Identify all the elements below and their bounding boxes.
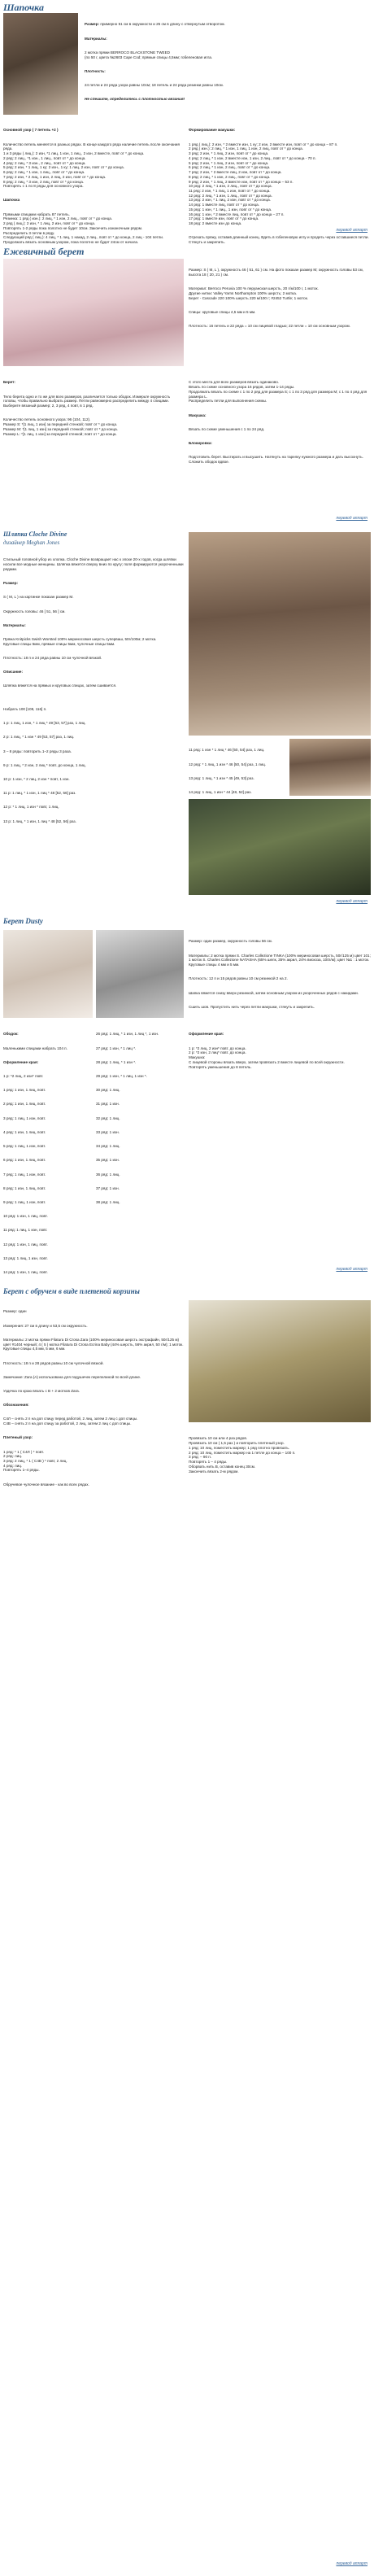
dusty-photo-2	[96, 930, 184, 1018]
section-title: Берет с обручем в виде плетеной корзины	[3, 1287, 140, 1295]
hat-pattern	[3, 119, 184, 244]
row-text: 10 р: 1 изн, * 2 лиц, 2 изн * повт, 1 изн.	[3, 776, 70, 781]
dusty-photo-1	[3, 930, 93, 1018]
intro-text: Шапка вяжется снизу вверх резинкой, затем основным узором из укороченных рядов с накидами.	[189, 990, 359, 995]
dusty-rows-left	[3, 1023, 94, 1281]
braid-text: 1 ряд: * 1 ( С4Л ) * повт. 2 ряд: лиц. 3 ряд: 2 лиц, * 1 ( С4В ) * повт, 2 лиц. 4 ряд: лиц. Повторять 1–4 ряды.	[3, 1449, 67, 1473]
cloche-photo-main	[189, 532, 371, 736]
row-text: 9 ряд: 1 лиц, 1 изн, повт.	[3, 1199, 46, 1204]
row-text: 9 р: 1 лиц, * 2 изн, 2 лиц * повт. до конца, 1 лиц.	[3, 762, 86, 767]
size-label: Размер:	[3, 581, 19, 586]
row-text: Ободок:	[3, 1032, 19, 1037]
row-text: 11 р: 1 лиц, * 1 изн, 1 лиц * 48 [52, 56] раз.	[3, 791, 76, 796]
section-title: Берет Dusty	[3, 917, 43, 925]
row-text: 12 ряд: 1 изн, 1 лиц, повт.	[3, 1242, 48, 1247]
row-text: 29 ряд: 1 изн, * 1 лиц, 1 изн *.	[96, 1074, 147, 1079]
circumference-text: Измерения: 27 см в длину и 53,5 см окружность.	[3, 1323, 88, 1328]
needles-text: Спицы: круговые спицы 4,5 мм и 5 мм.	[189, 310, 256, 315]
row-text: 28 ряд: 1 лиц, * 1 изн *.	[96, 1059, 137, 1064]
row-text: 2 ряд: 1 изн, 1 лиц, повт.	[3, 1102, 46, 1107]
row-text: Набрать 100 [108, 116] п.	[3, 706, 47, 711]
beret-header	[189, 259, 371, 338]
beret-body-right	[189, 371, 371, 474]
row-text: 6 ряд: 1 изн, 1 лиц, повт.	[3, 1158, 46, 1163]
section-basket-beret	[0, 1286, 374, 2576]
right-text: 1 р: *2 лиц, 2 изн* повт. до конца. 2 р: *2 изн, 2 лиц* повт. до конца. Макушка: С лицевой стороны вязать вверх, затем провязать 2 вместе лицевой по всей окружности. Повторять уменьшения до 8 петель.	[189, 1046, 345, 1069]
translation-link[interactable]: перевод апларт	[336, 1267, 367, 1272]
hat-crown	[189, 119, 371, 244]
row-text: 11 ряд: 1 лиц, 1 изн, повт.	[3, 1228, 48, 1233]
beret-photo	[3, 259, 184, 366]
size-text: Размер: один	[3, 1309, 27, 1314]
size-text: Размер: один размер, окружность головы 56 см.	[189, 939, 272, 944]
density-label: Плотность:	[85, 68, 106, 73]
row-text: 12 р: * 1 лиц, 1 изн * повт, 1 лиц.	[3, 805, 59, 810]
row-text: 32 ряд: 1 лиц.	[96, 1116, 120, 1120]
basket-right	[189, 1427, 371, 1483]
row-text: 27 ряд: 1 изн, * 1 лиц *.	[96, 1046, 137, 1050]
block-label: Блокировка:	[189, 441, 212, 446]
dusty-right	[189, 1023, 371, 1079]
materials-label: Материалы:	[85, 36, 107, 41]
translation-link[interactable]: перевод апларт	[336, 516, 367, 521]
crown-text: Вязать по схеме уменьшения с 1 по 24 ряд.	[189, 426, 265, 431]
size-text: S ( M, L ) на картинке показан размер M.	[3, 595, 74, 600]
row-text: 12 ряд: * 1 лиц, 1 изн * 46 [50, 54] раз, 1 лиц.	[189, 762, 267, 766]
section-author: дизайнер Meghan Jones	[3, 539, 60, 546]
notes-label: Берет:	[3, 380, 15, 385]
materials-label: Материалы:	[3, 622, 26, 627]
row-text: 3 ряд: 1 лиц, 1 изн, повт.	[3, 1116, 46, 1120]
row-text: 14 ряд: 1 лиц, 1 изн * 44 [48, 52] раз.	[189, 790, 252, 795]
section-title: Ежевичный берет	[3, 246, 85, 257]
finish-text: Отрезать пряжу, оставив длинный конец. Вдеть в гобеленовую иглу и продеть через оставшиеся петли. Стянуть и закрепить.	[189, 235, 371, 244]
abbr-label: Обозначения:	[3, 1403, 29, 1408]
finish-text: Сшить шов. Пропустить нить через петли макушки, стянуть и закрепить.	[189, 1004, 315, 1009]
materials-text: Материалы: 2 мотка пряжи S. Charles Collezione TINKA (100% мериносовая шерсть, 50г/125 м) цвет 101; 1 моток S. Charles Collezione NATASHA (65% шелк, 35% акрил, 24% вискоза, 100г/м); цвет №1 : 1 моток. Круговые спицы 4 мм и 5 мм.	[189, 953, 372, 967]
row-text: 4 ряд: 1 изн, 1 лиц, повт.	[3, 1129, 46, 1134]
section-title: Шляпка Cloche Divine	[3, 530, 67, 538]
section-dusty-beret	[0, 915, 374, 1281]
hat-header	[85, 13, 371, 111]
row-text: 34 ряд: 1 лиц.	[96, 1144, 120, 1149]
block-text: Подготовить берет. Выстирать и высушить. Натянуть на тарелку нужного размера и дать высохнуть. Сложить ободок вдвое.	[189, 455, 365, 464]
row-text: 1 р: 1 лиц, 1 изн, * 1 лиц * 49 [53, 57] раз, 1 лиц.	[3, 721, 86, 726]
circumference-text: Окружность головы: 46 [ 51, 56 ] см.	[3, 609, 66, 613]
row-text: Маленькими спицами набрать 104 п.	[3, 1046, 67, 1050]
notes-text: Тело берета одно и то же для всех размеров, различается только ободок. Измерьте окружность головы, чтобы правильно выбрать размер. Петли равномерно распределить между 4 спицами. Выберите вязаный размер; 2, 3 ряд, 4 повт, в 1 ряд.	[3, 394, 171, 408]
translation-link[interactable]: перевод апларт	[336, 228, 367, 233]
row-text: 7 ряд: 1 лиц, 1 изн, повт.	[3, 1172, 46, 1177]
size-text: примерно 51 см в окружности и 25 см в длину с отвернутым отворотом.	[100, 22, 225, 27]
cloche-rows-left	[3, 698, 184, 833]
density-text: Плотность: 18 п и 28 рядов равны 10 см чулочной вязкой.	[3, 1360, 104, 1365]
row-text: 10 ряд: 1 изн, 1 лиц, повт.	[3, 1214, 48, 1219]
materials-text: Материалы: 2 мотка пряжи Filatura Di Crosa Zara (100% мериносовая шерсть экстрафайн, 50г/125 м) цвет #1404 черный; 4 ( 5 ) мотка Filatura Di Crosa Ecrina Baby (44% шерсть, 56% акрил, 50 г/м); 1 моток. Круговые спицы 4,5 мм, 5 мм, 6 мм.	[3, 1337, 184, 1351]
hat-text: Прямыми спицами набрать 87 петель. Резинка: 1 ряд ( изн.): 2 лиц, * 1 изн, 2 лиц., повт от * до конца. 2 ряд ( лиц.): 2 изн, * 1 лиц, 2 изн, повт от * до конца. Повторять 1-2 ряды пока полотно не будет 10см. Закончить изнаночным рядом. Распределить 3 петли в ряду. Следующий ряд ( лиц.): 4 лиц, * 1 лиц, 1 накид, 2 лиц., повт от * до конца, 2 лиц - 104 петли. Продолжать вязать основным узором, пока полотно не будет 24см от начала.	[3, 212, 164, 244]
right-label: Оформление края:	[189, 1032, 224, 1037]
row-text: 2 р: 1 лиц, * 1 изн * 49 [53, 57] раз, 1 лиц.	[3, 735, 75, 740]
section-blackberry-beret	[0, 244, 374, 529]
dusty-rows-mid	[96, 1023, 185, 1214]
note2-text: Уздечка по краю вязать с В + 2 мотков Zara.	[3, 1388, 80, 1393]
dusty-header	[189, 930, 371, 1019]
right-text: Провязать 10 см или 4 раз рядов. Провязать 10 см ( 1,5 раз ) и повторить плетеный узор. 1 ряд: 10 лиц, поместить маркер; 1 ряд плотно провязать. 2 ряд: 10 лиц, поместить маркер на 1 петле до конца – 100 п. 3 ряд: – 90 п. Повторять 1 – 4 ряды. Оборвать нить В, оставив конец 30см. Закончить вязать 2-м рядом.	[189, 1436, 296, 1474]
row-text: 37 ряд: 1 изн.	[96, 1185, 120, 1190]
crown-label: Макушка:	[189, 413, 207, 417]
cloche-photo-bottom	[189, 799, 371, 895]
row-text: 1 р: *2 лиц, 2 изн* повт.	[3, 1074, 44, 1079]
basket-left	[3, 1300, 184, 1496]
braid-label: Плетеный узор:	[3, 1435, 33, 1440]
note-text: Замечание: Zara (A) использована для подушечек перепелиной по всей длине.	[3, 1374, 141, 1379]
cloche-photo-side	[289, 739, 371, 796]
row-text: 13 р: 1 лиц, * 1 изн, 1 лиц * 48 [52, 56] раз.	[3, 819, 76, 823]
abbr-text: С4Л – снять 2 п на доп спицу перед работой, 2 лиц, затем 2 лиц с доп спицы. С4В – снять 2 п на доп спицу за работой, 2 лиц, затем 2 лиц с доп спицы.	[3, 1417, 138, 1426]
beret-body-left	[3, 371, 184, 446]
translation-link[interactable]: перевод апларт	[336, 899, 367, 904]
intro-text: Стильный головной убор из хлопка. Cloche Divine возвращает нас к эпохе 20-х годов, когда шляпки носили все модные женщины. Шляпка вяжется сверху вниз по кругу; поля формируются укороченными рядами.	[3, 557, 185, 571]
row-text: 35 ряд: 1 изн.	[96, 1158, 120, 1163]
cloche-left	[3, 548, 184, 842]
row-text: 26 ряд: 1 лиц, * 1 изн, 1 лиц *, 1 изн.	[96, 1032, 159, 1037]
row-text: 13 ряд: 1 лиц, * 1 изн * 45 [49, 53] раз.	[189, 775, 254, 780]
basket-photo	[189, 1300, 371, 1422]
density-text: Плотность: 18 п и 24 ряда равны 10 см чулочной вязкой.	[3, 655, 102, 660]
desc-text: Шляпка вяжется на прямых и круговых спицах, затем сшивается.	[3, 683, 117, 688]
crown-label: Формирование макушки:	[189, 128, 236, 133]
section-title: Шапочка	[3, 2, 44, 13]
right-text: С этого места для всех размеров вязать одинаково. Вязать по схеме основного узора 16 рядов, затем 1-14 ряды. Продолжать вязать по схеме с 1 по 2 ряд для размера S; с 1 по 3 ряд для размера M; с 1 по 4 ряд для размера L. Распределить петли для выполнения схемы.	[189, 380, 367, 404]
beret-text: Количество петель основного узора: 96 (104, 112). Размер S: *[1 лиц, 1 изн] за передней стенкой; повт от * до конца. Размер M: *[1 лиц, 1 изн] за передней стенкой; повт от * до конца. Размер L: *[1 лиц, 1 изн] за передней стенкой; повт от * до конца.	[3, 417, 118, 436]
density-text: Плотность: 16 петель и 22 ряда = 10 см лицевой гладью; 22 петли = 10 см основным узором.	[189, 324, 350, 329]
desc-label: Описание:	[3, 670, 24, 675]
hat-label: Шапочка	[3, 198, 20, 203]
materials-text: Материал: Berroco Peruvia 100 % перуанская шерсть, 20 г/м/100 г, 1 моток. Другие нитки: Valley Yarns Northampton 100% шерсть; 2 мотка. Берет - Cascade 220 100% шерсть 220 м/100 г; #2452 Turtle; 1 моток.	[189, 286, 319, 300]
body-text: Обручевое чулочное вязание - как во всех рядах.	[3, 1482, 89, 1487]
materials-text: Пряжа Knitpicks Swish Worsted 100% мериносовая шерсть суперваш, 50г/100м; 2 мотка. Круговые спицы 5мм, прямые спицы 5мм, чулочные спицы 5мм.	[3, 636, 157, 646]
row-text: 8 ряд: 1 изн, 1 лиц, повт.	[3, 1185, 46, 1190]
section-cloche	[0, 529, 374, 911]
materials-text: 2 мотка пряжи BERROCO BLACKSTONE TWEED (по 50 г, цвета №2603 Cape Cod; прямые спицы 4,5мм; гобеленовая игла.	[85, 50, 213, 59]
row-text: Оформление края:	[3, 1059, 39, 1064]
row-text: 5 ряд: 1 лиц, 1 изн, повт.	[3, 1144, 46, 1149]
translation-link[interactable]: перевод апларт	[336, 2561, 367, 2566]
row-text: 36 ряд: 1 лиц.	[96, 1172, 120, 1177]
row-text: 30 ряд: 1 лиц.	[96, 1088, 120, 1093]
pattern-text: Количество петель меняется в разных рядах. В конце каждого ряда наличие петель после окончания ряда. 1 и 3 ряды ( лиц.): 2 изн, *1 лиц, 1 изн, 1 лиц., 2 изн, 2 вместе, повт от * до конца. 2 ряд: 2 лиц., *1 изн., 1 лиц., повт от * до конца. 4 ряд: 2 лиц, * 3 изн., 2 лиц., повт от * до конца. 5 ряд: 2 изн, * 1 лиц, 1 ку; 2 изн., 1 ку; 1 лиц, 2 изн, повт от * до конца. 6 ряд: 2 лиц, * 1 изн, 1 лиц., повт от * до конца. 7 ряд: 2 изн, * 2 лиц, 1 изн, 2 лиц, 2 изн, повт от * до конца. 8 ряд: 2 лиц, * 3 изн, 2 лиц, повт от * до конца. Повторять с 1 по 8 ряды для основного узора.	[3, 142, 180, 189]
pattern-label: Основной узор ( 7 петель +2 )	[3, 128, 59, 133]
row-text: 38 ряд: 1 лиц.	[96, 1199, 120, 1204]
size-label: Размер:	[85, 22, 100, 27]
density-text: 24 петли и 24 ряда узора равны 10см; 18 петель и 24 ряда резинки равны 10см.	[85, 83, 224, 88]
row-text: 33 ряд: 1 изн.	[96, 1129, 120, 1134]
density-text: Плотность: 12 п и 15 рядов равны 10 см резинкой 2 на 2.	[189, 976, 288, 981]
row-text: 13 ряд: 1 лиц, 1 изн, повт.	[3, 1255, 48, 1260]
row-text: 1 ряд: 1 изн, 1 лиц, повт.	[3, 1088, 46, 1093]
hat-photo	[3, 13, 78, 115]
row-text: 14 ряд: 1 изн, 1 лиц, повт.	[3, 1269, 48, 1274]
row-text: 31 ряд: 1 изн.	[96, 1102, 120, 1107]
section-hat	[0, 0, 374, 244]
row-text: 11 ряд: 1 изн * 1 лиц * 46 [50, 54] раз, 1 лиц.	[189, 748, 265, 753]
size-text: Размер: S ( M, L ), окружность 46 ( 51, 61 ) см. На фото показан размер M; окружность головы 53 см, высота 18 ( 20, 21 ) см.	[189, 268, 365, 277]
density-note: Не спешите, определитесь с плотностью вязания!	[85, 97, 185, 102]
crown-text: 1 ряд ( лиц.): 2 изн, * 2 вместе изн, 1 ку; 2 изн, 2 вместе изн, повт от * до конца – 87 п. 2 ряд ( изн.): 2 лиц, * 1 изн, 1 лиц, 1 изн, 2 лиц, повт от * до конца. 3 ряд: 2 изн, * 1 лиц, 2 изн, повт от * до конца. 4 ряд: 2 лиц, * 1 изн, 2 вместе изн, 1 изн, 2 лиц., повт от * до конца - 70 п. 5 ряд: 2 изн, * 1 лиц, 2 изн, повт от * до конца. 6 ряд: 2 лиц, * 1 изн, 2 лиц., повт от * до конца. 7 ряд: 2 изн, * 2 вместе лиц, 2 изн, повт от * до конца. 8 ряд: 2 лиц, * 1 изн, 2 лиц., повт от * до конца. 9 ряд: 2 изн, * 1 лиц, 2 вместе изн, повт от * до конца – 53 п. 10 ряд: 2 лиц, * 1 изн, 2 лиц., повт от * до конца. 11 ряд: 2 изн, * 1 лиц, 1 изн, повт от * до конца. 12 ряд: 2 лиц, * 1 изн, 1 лиц., повт от * до конца. 13 ряд: 2 изн, * 1 лиц, 2 изн, повт от * до конца. 14 ряд: 1 вместе лиц, повт от * до конца. 15 ряд: 1 изн, * 1 лиц., 1 изн, повт от * до конца. 16 ряд: 1 изн, * 2 вместе лиц, повт от * до конца – 27 п. 17 ряд: 1 вместе изн, повт от * до конца. 18 ряд: 2 вместе изн до конца.	[189, 142, 338, 226]
row-text: 3 – 8 ряды: повторить 1–2 ряды 3 раза.	[3, 749, 72, 753]
